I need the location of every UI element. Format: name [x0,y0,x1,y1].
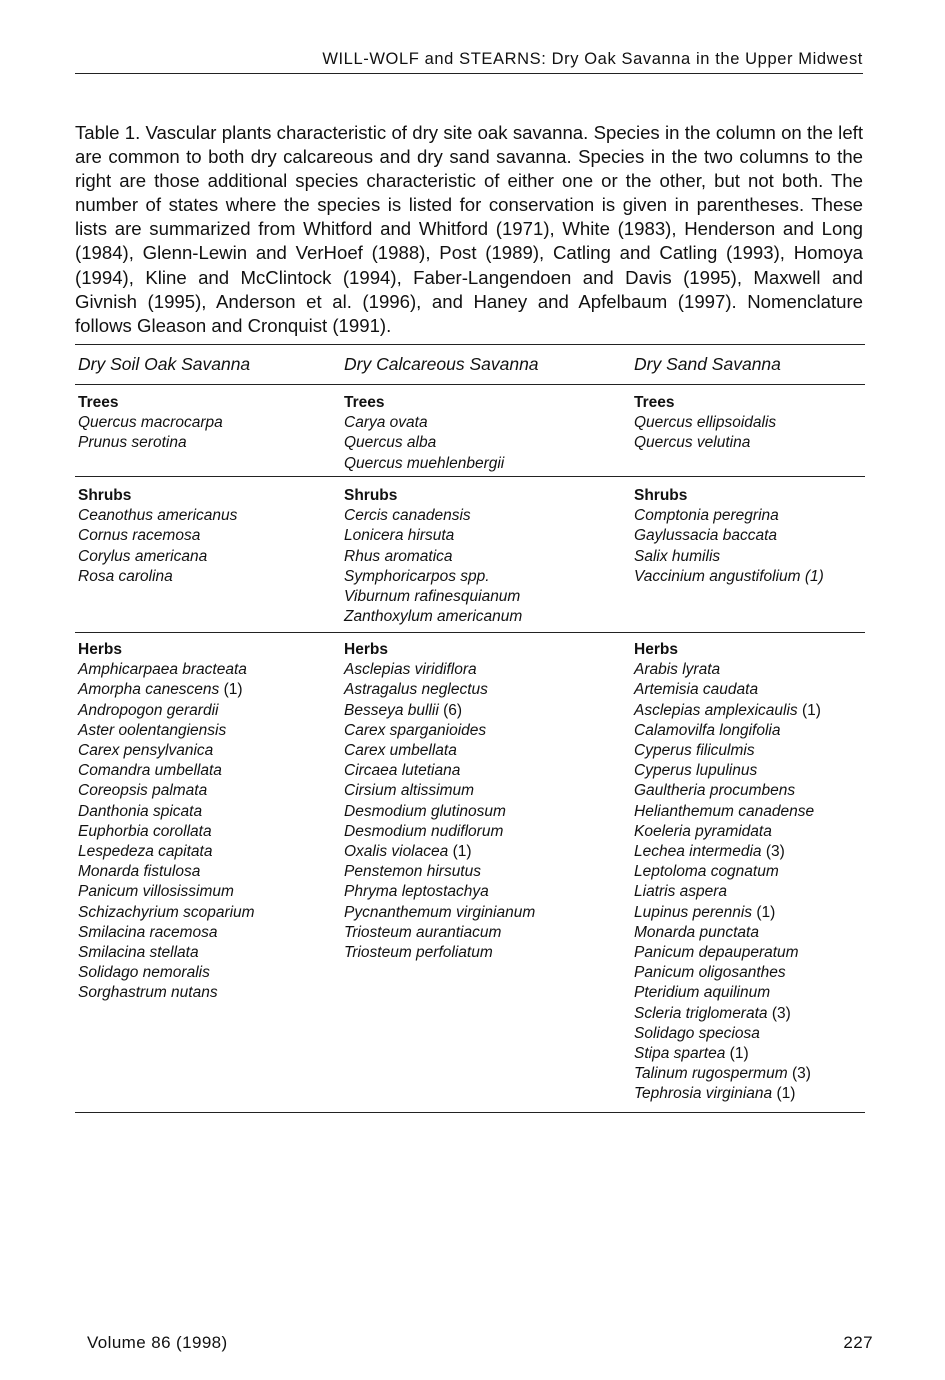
conservation-state-count: (3) [765,843,785,861]
species-name: Carex sparganioides [344,721,487,739]
page-number: 227 [843,1333,873,1352]
section-title: Herbs [344,641,388,658]
species-name: Quercus muehlenbergii [344,454,505,472]
conservation-state-count: (1) [729,1045,749,1063]
species-name: Rosa carolina [78,567,173,585]
species-name: Desmodium nudiflorum [344,822,504,840]
species-name: Astragalus neglectus [344,681,488,699]
species-name: Circaea lutetiana [344,762,461,780]
species-name: Stipa spartea [634,1045,726,1063]
species-entry [634,567,824,587]
conservation-state-count: (3) [791,1065,811,1083]
species-entry [78,680,255,700]
conservation-state-count: (1) [223,681,243,699]
species-name: Asclepias amplexicaulis [634,701,798,719]
species-name: Quercus velutina [634,434,751,452]
running-head: WILL-WOLF and STEARNS: Dry Oak Savanna in the Upper Midwest [75,50,863,74]
species-entry [344,506,522,526]
column-dry-calcareous [344,640,535,963]
species-entry [634,822,821,842]
species-entry [344,781,535,801]
species-entry [78,506,237,526]
species-name: Panicum depauperatum [634,944,799,962]
species-name: Comptonia peregrina [634,507,779,525]
table-bottom-rule [75,1112,865,1113]
species-name: Solidago speciosa [634,1024,760,1042]
species-name: Salix humilis [634,547,721,565]
species-entry [78,567,237,587]
species-name: Monarda fistulosa [78,863,201,881]
species-name: Lonicera hirsuta [344,527,455,545]
section-title: Trees [78,394,119,411]
species-entry [634,1084,821,1104]
species-entry [344,802,535,822]
species-name: Rhus aromatica [344,547,453,565]
species-name: Desmodium glutinosum [344,802,506,820]
species-name: Zanthoxylum americanum [344,608,523,626]
species-name: Coreopsis palmata [78,782,208,800]
species-name: Koeleria pyramidata [634,822,772,840]
species-name: Pteridium aquilinum [634,984,771,1002]
species-entry [344,761,535,781]
species-entry [78,882,255,902]
species-name: Leptoloma cognatum [634,863,779,881]
species-name: Lechea intermedia [634,843,762,861]
species-entry [344,721,535,741]
species-entry [344,822,535,842]
species-name: Aster oolentangiensis [78,721,227,739]
species-name: Cercis canadensis [344,507,471,525]
species-entry [344,882,535,902]
species-name: Prunus serotina [78,434,187,452]
section-title: Shrubs [78,487,132,504]
species-entry [78,983,255,1003]
section-title: Shrubs [344,487,398,504]
species-name: Sorghastrum nutans [78,984,218,1002]
species-entry [78,963,255,983]
species-name: Scleria triglomerata [634,1004,768,1022]
species-name: Besseya bullii [344,701,439,719]
species-entry [634,1024,821,1044]
species-entry [78,547,237,567]
species-entry [634,701,821,721]
species-entry [634,1004,821,1024]
species-entry [78,701,255,721]
species-name: Danthonia spicata [78,802,203,820]
conservation-state-count: (6) [443,701,463,719]
species-name: Schizachyrium scoparium [78,903,255,921]
species-entry [78,433,223,453]
species-entry [634,721,821,741]
species-entry [344,587,522,607]
species-name: Vaccinium angustifolium (1) [634,567,824,585]
species-entry [78,660,255,680]
species-name: Pycnanthemum virginianum [344,903,536,921]
species-entry [344,943,535,963]
species-entry [634,433,776,453]
species-name: Viburnum rafinesquianum [344,588,521,606]
species-entry [344,526,522,546]
volume-footer: Volume 86 (1998) [87,1333,228,1352]
species-entry [344,862,535,882]
species-name: Ceanothus americanus [78,507,238,525]
species-name: Comandra umbellata [78,762,222,780]
section-title: Herbs [634,641,678,658]
table-top-rule [75,344,865,345]
column-header-dry-sand: Dry Sand Savanna [634,354,781,374]
species-name: Amphicarpaea bracteata [78,661,247,679]
species-entry [344,923,535,943]
species-entry [634,1044,821,1064]
section-title: Shrubs [634,487,688,504]
species-entry [344,903,535,923]
species-entry [634,781,821,801]
species-entry [634,741,821,761]
species-name: Monarda punctata [634,923,759,941]
species-entry [634,547,824,567]
column-dry-sand [634,393,776,454]
table-caption: Table 1. Vascular plants characteristic of dry site oak savanna. Species in the column on the left are common to both dry calcareous and dry sand savanna. Species in the two columns to the right are those additional species characteristic of either one or the other, but not both. The number of states where the species is listed for conservation is given in parentheses. These lists are summarized from Whitford and Whitford (1971), White (1983), Henderson and Long (1984), Glenn-Lewin and VerHoef (1988), Post (1989), Catling and Catling (1993), Homoya (1994), Kline and McClintock (1994), Faber-Langendoen and Davis (1995), Maxwell and Givnish (1995), Anderson et al. (1996), and Haney and Apfelbaum (1997). Nomenclature follows Gleason and Cronquist (1991). [75,122,863,336]
column-dry-sand [634,640,821,1105]
species-entry [78,822,255,842]
species-entry [634,842,821,862]
column-header-dry-calcareous: Dry Calcareous Savanna [344,354,539,374]
species-entry [634,862,821,882]
conservation-state-count: (1) [802,701,821,719]
species-entry [78,741,255,761]
species-name: Lespedeza capitata [78,843,213,861]
column-headers [0,354,945,380]
column-dry-calcareous [344,486,522,627]
species-entry [78,862,255,882]
species-name: Panicum oligosanthes [634,964,786,982]
column-dry-calcareous [344,393,504,474]
species-name: Penstemon hirsutus [344,863,481,881]
species-name: Panicum villosissimum [78,883,234,901]
species-entry [344,567,522,587]
species-entry [634,963,821,983]
species-entry [634,660,821,680]
species-entry [78,781,255,801]
conservation-state-count: (3) [771,1004,791,1022]
species-entry [634,761,821,781]
species-entry [634,923,821,943]
species-name: Quercus alba [344,434,437,452]
species-name: Artemisia caudata [634,681,759,699]
species-name: Oxalis violacea [344,843,449,861]
section-divider [75,476,865,477]
column-dry-soil [78,640,255,1004]
species-entry [634,526,824,546]
column-dry-soil [78,486,237,587]
conservation-state-count: (1) [756,903,776,921]
species-entry [344,842,535,862]
species-entry [634,903,821,923]
species-name: Gaultheria procumbens [634,782,796,800]
species-name: Asclepias viridiflora [344,661,477,679]
species-name: Euphorbia corollata [78,822,212,840]
species-entry [78,802,255,822]
species-name: Triosteum aurantiacum [344,923,502,941]
species-name: Triosteum perfoliatum [344,944,493,962]
species-name: Cornus racemosa [78,527,201,545]
species-name: Carex pensylvanica [78,742,214,760]
species-name: Cyperus filiculmis [634,742,755,760]
column-header-dry-soil: Dry Soil Oak Savanna [78,354,251,374]
species-entry [634,943,821,963]
species-name: Helianthemum canadense [634,802,815,820]
species-name: Corylus americana [78,547,208,565]
species-name: Solidago nemoralis [78,964,210,982]
species-entry [344,680,535,700]
species-name: Quercus ellipsoidalis [634,414,777,432]
species-name: Smilacina stellata [78,944,199,962]
species-name: Symphoricarpos spp. [344,567,490,585]
species-name: Liatris aspera [634,883,728,901]
species-entry [344,454,504,474]
species-name: Cyperus lupulinus [634,762,758,780]
section-title: Herbs [78,641,122,658]
species-entry [634,506,824,526]
section-title: Trees [634,394,675,411]
species-entry [634,882,821,902]
species-entry [634,983,821,1003]
species-name: Gaylussacia baccata [634,527,778,545]
species-entry [78,413,223,433]
species-name: Talinum rugospermum [634,1065,788,1083]
species-entry [78,761,255,781]
species-entry [78,923,255,943]
species-entry [344,607,522,627]
species-name: Calamovilfa longifolia [634,721,781,739]
species-name: Smilacina racemosa [78,923,218,941]
species-entry [344,741,535,761]
species-entry [344,433,504,453]
section-title: Trees [344,394,385,411]
column-dry-soil [78,393,223,454]
species-name: Quercus macrocarpa [78,414,223,432]
species-entry [78,721,255,741]
species-entry [634,413,776,433]
species-entry [78,526,237,546]
species-name: Tephrosia virginiana [634,1085,773,1103]
species-name: Cirsium altissimum [344,782,475,800]
species-entry [78,943,255,963]
species-name: Lupinus perennis [634,903,753,921]
species-name: Arabis lyrata [634,661,721,679]
species-entry [78,903,255,923]
conservation-state-count: (1) [776,1085,796,1103]
column-dry-sand [634,486,824,587]
header-rule [75,384,865,385]
species-entry [634,680,821,700]
species-entry [344,660,535,680]
species-entry [634,802,821,822]
species-name: Carya ovata [344,414,428,432]
species-name: Carex umbellata [344,742,457,760]
species-entry [344,701,535,721]
section-divider [75,632,865,633]
species-entry [78,842,255,862]
species-name: Amorpha canescens [78,681,220,699]
species-entry [344,547,522,567]
conservation-state-count: (1) [452,843,472,861]
species-entry [634,1064,821,1084]
species-name: Andropogon gerardii [78,701,219,719]
species-name: Phryma leptostachya [344,883,489,901]
species-entry [344,413,504,433]
